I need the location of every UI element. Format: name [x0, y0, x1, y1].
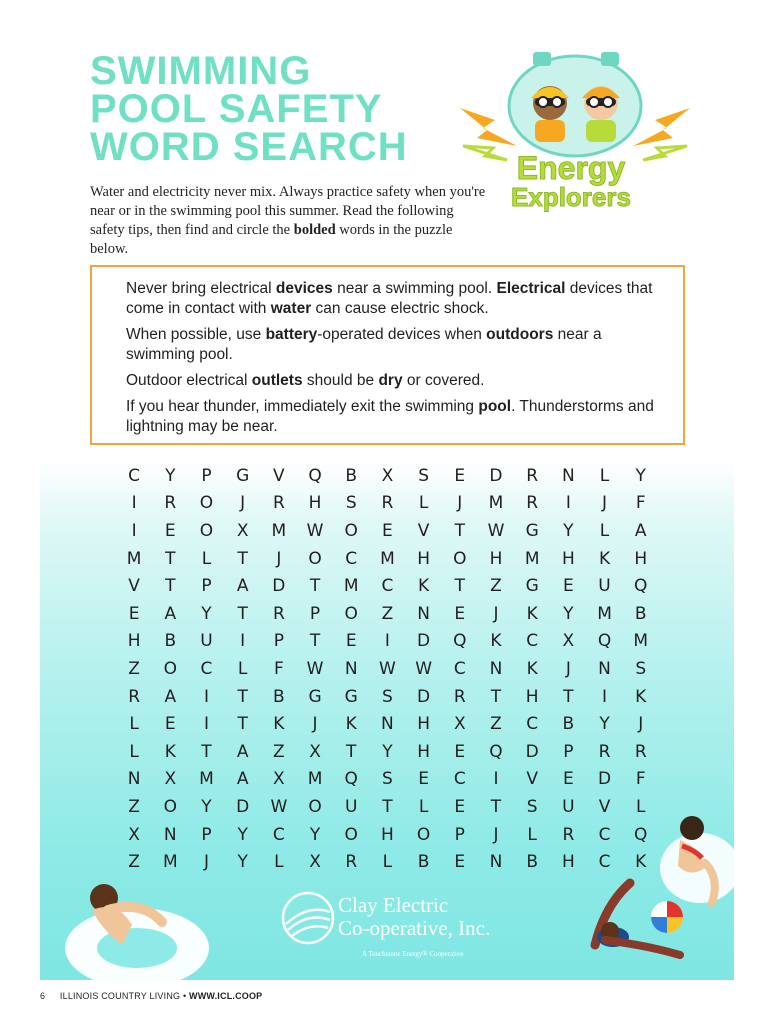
- grid-letter[interactable]: W: [306, 520, 324, 541]
- grid-letter[interactable]: O: [163, 796, 177, 817]
- grid-letter[interactable]: Y: [237, 824, 248, 845]
- grid-letter[interactable]: L: [201, 548, 212, 569]
- grid-letter[interactable]: T: [201, 741, 212, 762]
- grid-letter[interactable]: H: [561, 548, 575, 569]
- grid-letter[interactable]: J: [638, 714, 644, 735]
- grid-letter[interactable]: E: [164, 520, 176, 541]
- intro-text-1: Water and electricity never mix. Always practice safety when you're near or in the swimming pool this summer. Read the following safety tips, then find and circle the: [90, 184, 486, 238]
- intro-bold-word: bolded: [293, 222, 336, 238]
- grid-letter[interactable]: C: [453, 658, 466, 679]
- grid-letter[interactable]: A: [164, 603, 177, 624]
- grid-letter[interactable]: L: [527, 824, 537, 845]
- tip-keyword: battery: [265, 326, 318, 343]
- grid-letter[interactable]: E: [164, 714, 176, 735]
- grid-letter[interactable]: H: [489, 548, 503, 569]
- grid-letter[interactable]: N: [561, 465, 575, 486]
- grid-letter[interactable]: I: [131, 493, 137, 514]
- grid-letter[interactable]: E: [128, 603, 140, 624]
- grid-letter[interactable]: C: [128, 465, 141, 486]
- grid-letter[interactable]: Z: [128, 852, 140, 873]
- grid-letter[interactable]: N: [489, 658, 503, 679]
- grid-letter[interactable]: Y: [165, 465, 176, 486]
- grid-letter[interactable]: B: [634, 603, 647, 624]
- grid-letter[interactable]: E: [454, 603, 466, 624]
- grid-letter[interactable]: F: [635, 769, 646, 790]
- sponsor-name-line-1: Clay Electric: [338, 893, 449, 917]
- grid-letter[interactable]: K: [164, 741, 176, 762]
- grid-letter[interactable]: E: [562, 769, 574, 790]
- grid-letter[interactable]: S: [382, 686, 393, 707]
- grid-letter[interactable]: H: [417, 741, 430, 762]
- grid-letter[interactable]: S: [635, 658, 647, 679]
- grid-letter[interactable]: J: [203, 852, 209, 873]
- grid-letter[interactable]: B: [562, 714, 575, 735]
- grid-letter[interactable]: Y: [382, 741, 393, 762]
- grid-letter[interactable]: U: [200, 631, 213, 652]
- grid-letter[interactable]: T: [309, 631, 321, 652]
- grid-letter[interactable]: A: [164, 686, 177, 707]
- grid-letter[interactable]: K: [490, 631, 502, 652]
- grid-letter[interactable]: X: [273, 769, 285, 790]
- grid-letter[interactable]: P: [201, 576, 212, 597]
- tip-text: When possible, use: [126, 326, 266, 343]
- publication-name: ILLINOIS COUNTRY LIVING: [59, 991, 181, 1001]
- grid-letter[interactable]: C: [526, 631, 539, 652]
- tip-text: Never bring electrical: [126, 280, 276, 297]
- grid-letter[interactable]: O: [453, 548, 467, 569]
- grid-letter[interactable]: Q: [453, 631, 467, 652]
- grid-letter[interactable]: M: [271, 520, 287, 541]
- grid-letter[interactable]: J: [493, 603, 499, 624]
- grid-letter[interactable]: X: [453, 714, 466, 735]
- grid-letter[interactable]: T: [237, 548, 248, 569]
- grid-letter[interactable]: Z: [273, 741, 285, 762]
- grid-letter[interactable]: P: [273, 631, 284, 652]
- grid-letter[interactable]: C: [453, 769, 466, 790]
- grid-letter[interactable]: E: [418, 769, 429, 790]
- grid-letter[interactable]: C: [526, 714, 539, 735]
- grid-letter[interactable]: M: [524, 548, 540, 569]
- grid-letter[interactable]: Q: [308, 465, 322, 486]
- grid-letter[interactable]: H: [381, 824, 394, 845]
- safety-tip: [126, 397, 667, 437]
- grid-letter[interactable]: T: [563, 686, 574, 707]
- grid-letter[interactable]: R: [272, 493, 285, 514]
- grid-letter[interactable]: K: [273, 714, 285, 735]
- grid-letter[interactable]: A: [236, 769, 249, 790]
- grid-letter[interactable]: W: [270, 796, 288, 817]
- grid-letter[interactable]: C: [345, 548, 358, 569]
- grid-letter[interactable]: V: [598, 796, 611, 817]
- word-search-grid[interactable]: [116, 462, 659, 876]
- grid-letter[interactable]: U: [344, 796, 358, 817]
- grid-letter[interactable]: E: [562, 576, 574, 597]
- grid-letter[interactable]: Z: [490, 576, 502, 597]
- intro-text-2: words in the puzzle below.: [90, 222, 453, 257]
- grid-letter[interactable]: A: [236, 576, 249, 597]
- grid-letter[interactable]: Y: [237, 852, 248, 873]
- grid-letter[interactable]: H: [417, 548, 430, 569]
- grid-letter[interactable]: R: [345, 852, 358, 873]
- grid-letter[interactable]: Y: [599, 714, 610, 735]
- grid-letter[interactable]: W: [379, 658, 396, 679]
- grid-letter[interactable]: K: [526, 603, 538, 624]
- grid-letter[interactable]: C: [200, 658, 213, 679]
- grid-letter[interactable]: R: [526, 493, 539, 514]
- grid-letter[interactable]: R: [164, 493, 177, 514]
- tip-keyword: pool: [478, 398, 512, 415]
- grid-letter[interactable]: E: [382, 520, 393, 541]
- grid-letter[interactable]: I: [602, 686, 608, 707]
- grid-letter[interactable]: M: [307, 769, 323, 790]
- grid-letter[interactable]: U: [562, 796, 575, 817]
- grid-letter[interactable]: W: [487, 520, 505, 541]
- grid-letter[interactable]: V: [526, 769, 538, 790]
- grid-letter[interactable]: F: [273, 658, 284, 679]
- grid-letter[interactable]: T: [490, 686, 502, 707]
- grid-letter[interactable]: L: [129, 741, 139, 762]
- grid-letter[interactable]: L: [599, 520, 610, 541]
- grid-letter[interactable]: M: [126, 548, 142, 569]
- grid-letter[interactable]: H: [308, 493, 322, 514]
- grid-letter[interactable]: E: [345, 631, 357, 652]
- grid-letter[interactable]: R: [526, 465, 539, 486]
- tip-keyword: outdoors: [486, 326, 554, 343]
- swimmer-in-tube-left-illustration: [62, 870, 212, 980]
- grid-letter[interactable]: Q: [344, 769, 358, 790]
- grid-letter[interactable]: L: [599, 465, 610, 486]
- grid-letter[interactable]: X: [236, 520, 249, 541]
- grid-letter[interactable]: T: [237, 603, 248, 624]
- grid-letter[interactable]: W: [306, 658, 324, 679]
- grid-letter[interactable]: Z: [490, 714, 502, 735]
- grid-letter[interactable]: N: [163, 824, 177, 845]
- grid-letter[interactable]: J: [312, 714, 318, 735]
- grid-letter[interactable]: N: [417, 603, 430, 624]
- grid-letter[interactable]: M: [488, 493, 504, 514]
- grid-letter[interactable]: L: [635, 796, 646, 817]
- grid-letter[interactable]: Q: [634, 824, 648, 845]
- grid-letter[interactable]: J: [240, 493, 246, 514]
- grid-letter[interactable]: P: [454, 824, 465, 845]
- grid-letter[interactable]: G: [236, 465, 250, 486]
- tip-text: or covered.: [402, 372, 485, 389]
- grid-letter[interactable]: Q: [489, 741, 503, 762]
- grid-letter[interactable]: V: [128, 576, 140, 597]
- grid-letter[interactable]: A: [634, 520, 647, 541]
- grid-letter[interactable]: O: [308, 796, 322, 817]
- page-footer: [40, 991, 262, 1001]
- title-line-3: WORD SEARCH: [90, 125, 408, 169]
- grid-letter[interactable]: M: [380, 548, 395, 569]
- grid-letter[interactable]: S: [382, 769, 393, 790]
- grid-letter[interactable]: D: [272, 576, 286, 597]
- grid-letter[interactable]: X: [309, 852, 321, 873]
- grid-letter[interactable]: E: [454, 465, 466, 486]
- grid-letter[interactable]: P: [309, 603, 321, 624]
- grid-letter[interactable]: M: [199, 769, 214, 790]
- grid-letter[interactable]: N: [598, 658, 611, 679]
- grid-letter[interactable]: O: [344, 520, 358, 541]
- logo-word-explorers: Explorers: [511, 182, 631, 212]
- grid-letter[interactable]: R: [562, 824, 575, 845]
- grid-letter[interactable]: L: [274, 852, 284, 873]
- grid-letter[interactable]: H: [127, 631, 141, 652]
- grid-letter[interactable]: R: [128, 686, 140, 707]
- tip-keyword: devices: [275, 280, 333, 297]
- grid-letter[interactable]: G: [525, 520, 539, 541]
- grid-letter[interactable]: X: [164, 769, 177, 790]
- grid-letter[interactable]: V: [273, 465, 285, 486]
- grid-letter[interactable]: Z: [128, 796, 140, 817]
- grid-letter[interactable]: I: [203, 714, 209, 735]
- grid-letter[interactable]: Y: [563, 603, 574, 624]
- sponsor-name-line-2: Co-operative, Inc.: [338, 916, 491, 940]
- grid-letter[interactable]: I: [493, 769, 499, 790]
- grid-letter[interactable]: Y: [563, 520, 574, 541]
- sponsor-logo: [280, 890, 510, 970]
- grid-letter[interactable]: G: [525, 576, 539, 597]
- grid-letter[interactable]: T: [237, 686, 248, 707]
- grid-letter[interactable]: J: [457, 493, 463, 514]
- tip-text: Outdoor electrical: [126, 372, 252, 389]
- grid-letter[interactable]: J: [493, 824, 499, 845]
- grid-letter[interactable]: T: [165, 548, 176, 569]
- swimmer-and-beach-ball-illustration: [585, 875, 695, 975]
- sponsor-name: [338, 894, 490, 940]
- grid-letter[interactable]: T: [346, 741, 357, 762]
- grid-letter[interactable]: L: [129, 714, 139, 735]
- grid-letter[interactable]: B: [417, 852, 430, 873]
- grid-letter[interactable]: P: [201, 465, 212, 486]
- grid-letter[interactable]: P: [201, 824, 212, 845]
- grid-letter[interactable]: D: [597, 769, 612, 790]
- tip-text: near a swimming pool.: [332, 280, 497, 297]
- grid-letter[interactable]: Y: [201, 603, 212, 624]
- grid-letter[interactable]: F: [635, 493, 646, 514]
- grid-letter[interactable]: O: [163, 658, 177, 679]
- grid-letter[interactable]: R: [598, 741, 611, 762]
- grid-letter[interactable]: T: [490, 796, 502, 817]
- grid-letter[interactable]: O: [199, 520, 214, 541]
- tip-text: near a swimming pool.: [126, 326, 602, 363]
- page-title: [90, 49, 460, 169]
- grid-letter[interactable]: X: [128, 824, 140, 845]
- grid-letter[interactable]: D: [236, 796, 250, 817]
- grid-letter[interactable]: T: [454, 576, 465, 597]
- grid-letter[interactable]: Q: [634, 576, 648, 597]
- grid-letter[interactable]: M: [162, 852, 178, 873]
- grid-letter[interactable]: Z: [381, 603, 394, 624]
- grid-letter[interactable]: O: [199, 493, 214, 514]
- grid-letter[interactable]: H: [634, 548, 648, 569]
- grid-letter[interactable]: K: [418, 576, 430, 597]
- grid-letter[interactable]: J: [276, 548, 282, 569]
- grid-letter[interactable]: G: [344, 686, 358, 707]
- grid-letter[interactable]: K: [598, 548, 611, 569]
- grid-letter[interactable]: I: [240, 631, 246, 652]
- grid-letter[interactable]: H: [561, 852, 575, 873]
- grid-letter[interactable]: N: [127, 769, 141, 790]
- grid-letter[interactable]: E: [454, 741, 466, 762]
- grid-letter[interactable]: W: [415, 658, 432, 679]
- grid-letter[interactable]: J: [602, 493, 608, 514]
- grid-letter[interactable]: R: [381, 493, 394, 514]
- grid-letter[interactable]: J: [565, 658, 571, 679]
- tip-text: . Thunderstorms and lightning may be near.: [126, 398, 654, 435]
- tip-text: devices that come in contact with: [126, 280, 653, 317]
- grid-letter[interactable]: E: [454, 796, 466, 817]
- grid-letter[interactable]: C: [598, 824, 611, 845]
- grid-letter[interactable]: L: [237, 658, 248, 679]
- grid-letter[interactable]: O: [344, 824, 358, 845]
- grid-letter[interactable]: D: [417, 631, 431, 652]
- grid-letter[interactable]: V: [417, 520, 430, 541]
- grid-letter[interactable]: B: [345, 465, 358, 486]
- grid-letter[interactable]: D: [525, 741, 539, 762]
- grid-letter[interactable]: U: [598, 576, 611, 597]
- tip-text: -operated devices when: [317, 326, 487, 343]
- tip-keyword: water: [270, 300, 312, 317]
- grid-letter[interactable]: H: [417, 714, 430, 735]
- grid-letter[interactable]: X: [381, 465, 394, 486]
- grid-letter[interactable]: C: [381, 576, 394, 597]
- grid-letter[interactable]: Q: [597, 631, 612, 652]
- tip-keyword: outlets: [251, 372, 303, 389]
- grid-letter[interactable]: C: [272, 824, 285, 845]
- grid-letter[interactable]: T: [382, 796, 393, 817]
- grid-letter[interactable]: K: [526, 658, 538, 679]
- tip-keyword: dry: [378, 372, 403, 389]
- grid-letter[interactable]: R: [634, 741, 647, 762]
- grid-letter[interactable]: N: [381, 714, 394, 735]
- grid-letter[interactable]: S: [345, 493, 357, 514]
- grid-letter[interactable]: T: [454, 520, 465, 541]
- grid-letter[interactable]: M: [343, 576, 359, 597]
- title-line-2: POOL SAFETY: [90, 87, 383, 131]
- grid-letter[interactable]: S: [526, 796, 538, 817]
- grid-letter[interactable]: Z: [128, 658, 140, 679]
- safety-tip: [126, 371, 667, 391]
- grid-letter[interactable]: S: [418, 465, 429, 486]
- safety-tip: [126, 325, 667, 365]
- grid-letter[interactable]: T: [309, 576, 321, 597]
- grid-letter[interactable]: H: [525, 686, 539, 707]
- grid-letter[interactable]: R: [453, 686, 466, 707]
- grid-letter[interactable]: K: [345, 714, 357, 735]
- grid-letter[interactable]: D: [489, 465, 503, 486]
- grid-letter[interactable]: Y: [201, 796, 212, 817]
- publication-website-link[interactable]: WWW.ICL.COOP: [189, 991, 263, 1001]
- footer-separator: •: [182, 991, 187, 1001]
- grid-letter[interactable]: Y: [309, 824, 321, 845]
- energy-explorers-logo: [455, 48, 695, 218]
- grid-letter[interactable]: L: [382, 852, 393, 873]
- tip-keyword: Electrical: [496, 280, 566, 297]
- grid-letter[interactable]: I: [131, 520, 137, 541]
- grid-letter[interactable]: I: [565, 493, 571, 514]
- grid-letter[interactable]: A: [236, 741, 249, 762]
- grid-letter[interactable]: O: [308, 548, 322, 569]
- grid-letter[interactable]: Y: [635, 465, 646, 486]
- grid-letter[interactable]: C: [598, 852, 611, 873]
- grid-letter[interactable]: I: [203, 686, 209, 707]
- clay-electric-emblem-icon: [280, 890, 336, 946]
- grid-letter[interactable]: X: [562, 631, 575, 652]
- grid-letter[interactable]: I: [384, 631, 390, 652]
- safety-tip: [126, 279, 667, 319]
- tip-text: should be: [302, 372, 379, 389]
- grid-letter[interactable]: O: [344, 603, 358, 624]
- grid-letter[interactable]: T: [165, 576, 176, 597]
- grid-letter[interactable]: G: [308, 686, 322, 707]
- grid-letter[interactable]: O: [416, 824, 431, 845]
- grid-letter[interactable]: T: [237, 714, 248, 735]
- grid-letter[interactable]: B: [273, 686, 285, 707]
- grid-letter[interactable]: K: [635, 852, 647, 873]
- tip-text: If you hear thunder, immediately exit the swimming: [126, 398, 479, 415]
- grid-letter[interactable]: E: [454, 852, 466, 873]
- grid-letter[interactable]: B: [526, 852, 538, 873]
- safety-tips-box: [90, 265, 685, 445]
- tip-text: can cause electric shock.: [311, 300, 489, 317]
- grid-letter[interactable]: X: [309, 741, 321, 762]
- grid-letter[interactable]: K: [635, 686, 647, 707]
- grid-letter[interactable]: L: [418, 796, 429, 817]
- grid-letter[interactable]: N: [489, 852, 503, 873]
- grid-letter[interactable]: N: [344, 658, 358, 679]
- grid-letter[interactable]: B: [164, 631, 177, 652]
- grid-letter[interactable]: R: [272, 603, 285, 624]
- grid-letter[interactable]: L: [418, 493, 429, 514]
- page-number: 6: [40, 991, 46, 1001]
- intro-paragraph: [90, 183, 490, 259]
- logo-word-energy: Energy: [516, 150, 626, 186]
- grid-letter[interactable]: M: [597, 603, 612, 624]
- grid-letter[interactable]: D: [417, 686, 431, 707]
- sponsor-tagline: A Touchstone Energy® Cooperative: [362, 950, 464, 958]
- grid-letter[interactable]: M: [633, 631, 649, 652]
- title-line-1: SWIMMING: [90, 49, 312, 93]
- grid-letter[interactable]: P: [563, 741, 574, 762]
